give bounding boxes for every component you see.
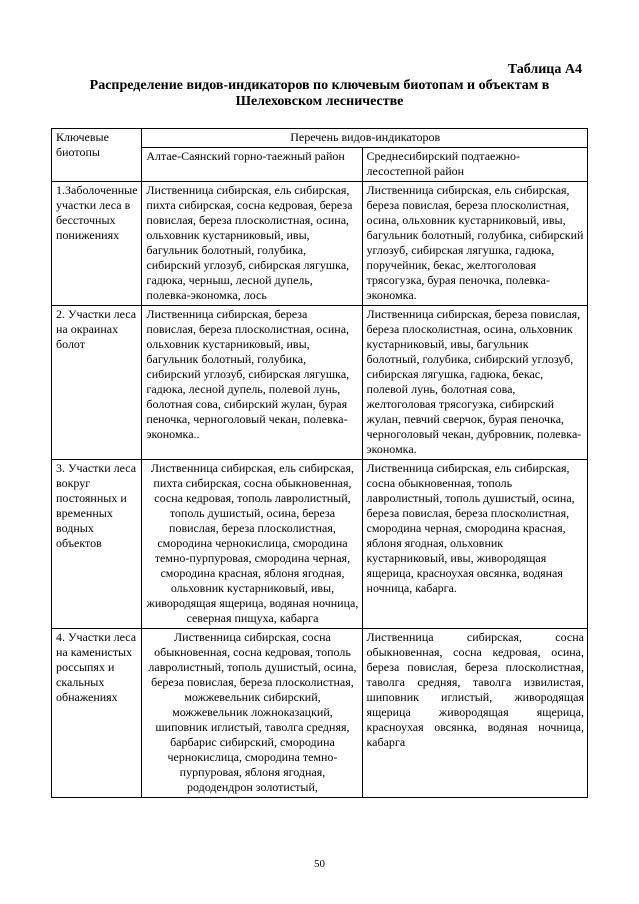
table-row (52, 182, 588, 306)
table-row (52, 306, 588, 460)
table-title (40, 78, 599, 110)
header-biotopes: Ключевые биотопы (52, 129, 142, 182)
middle-species-cell: Лиственница сибирская, ель сибирская, сосна обыкновенная, тополь лавролистный, тополь душистый, осина, береза повислая, береза плосколистная, смородина черная, смородина красная, яблоня ягодная, ольховник кустарниковый, ивы, живородящая ящерица, красноухая овсянка, водяная ночница, кабарга. (362, 460, 587, 629)
table-header-row (52, 129, 588, 148)
biotope-cell: 4. Участки леса на каменистых россыпях и скальных обнажениях (52, 629, 142, 798)
altai-species-cell: Лиственница сибирская, ель сибирская, пихта сибирская, сосна обыкновенная, сосна кедровая, тополь лавролистный, тополь душистый, осина, береза повислая, береза плосколистная, смородина чернокислица, смородина темно-пурпуровая, смородина черная, смородина красная, яблоня ягодная, ольховник кустарниковый, ивы, живородящая ящерица, водяная ночница, северная пищуха, кабарга (142, 460, 362, 629)
page-number: 50 (314, 858, 325, 870)
middle-species-cell: Лиственница сибирская, береза повислая, береза плосколистная, осина, ольховник кустарниковый, ивы, багульник болотный, голубика, сибирский углозуб, сибирская лягушка, гадюка, бекас, полевой лунь, болотная сова, желтоголовая трясогузка, сибирский жулан, певчий сверчок, бурая пеночка, черноголовый чекан, дубровник, полевка-экономка. (362, 306, 587, 460)
table-label: Таблица А4 (507, 62, 582, 77)
header-region-middle: Среднесибирский подтаежно-лесостепной район (362, 148, 587, 182)
table-title-line2: Шелеховском лесничестве (235, 94, 404, 109)
middle-species-cell: Лиственница сибирская, сосна обыкновенная, сосна кедровая, осина, береза повислая, береза плосколистная, таволга средняя, таволга извилистая, шиповник иглистый, живородящая ящерица живородящая ящерица, красноухая овсянка, водяная ночница, кабарга (362, 629, 587, 798)
table-row (52, 460, 588, 629)
species-table (51, 128, 588, 798)
table-row (52, 629, 588, 798)
biotope-cell: 1.Заболоченные участки леса в бессточных понижениях (52, 182, 142, 306)
altai-species-cell: Лиственница сибирская, сосна обыкновенная, сосна кедровая, тополь лавролистный, тополь душистый, осина, береза повислая, береза плосколистная, можжевельник сибирский, можжевельник ложноказацкий, шиповник иглистый, таволга средняя, барбарис сибирский, смородина чернокислица, смородина темно-пурпуровая, яблоня ягодная, рододендрон золотистый, (142, 629, 362, 798)
middle-species-cell: Лиственница сибирская, ель сибирская, береза повислая, береза плосколистная, осина, ольховник кустарниковый, ивы, багульник болотный, голубика, сибирский углозуб, сибирская лягушка, гадюка, поручейник, бекас, желтоголовая трясогузка, бурая пеночка, полевка-экономка. (362, 182, 587, 306)
biotope-cell: 3. Участки леса вокруг постоянных и временных водных объектов (52, 460, 142, 629)
altai-species-cell: Лиственница сибирская, ель сибирская, пихта сибирская, сосна кедровая, береза повислая, береза плосколистная, осина, ольховник кустарниковый, ивы, багульник болотный, голубика, сибирский углозуб, сибирская лягушка, гадюка, черныш, лесной дупель, полевка-экономка, лось (142, 182, 362, 306)
table-title-line1: Распределение видов-индикаторов по ключевым биотопам и объектам в (89, 78, 550, 93)
biotope-cell: 2. Участки леса на окраинах болот (52, 306, 142, 460)
altai-species-cell: Лиственница сибирская, береза повислая, береза плосколистная, осина, ольховник кустарниковый, ивы, багульник болотный, голубика, сибирский углозуб, сибирская лягушка, гадюка, лесной дупель, полевой лунь, болотная сова, сибирский жулан, бурая пеночка, черноголовый чекан, полевка-экономка.. (142, 306, 362, 460)
header-species-list: Перечень видов-индикаторов (142, 129, 588, 148)
header-region-altai: Алтае-Саянский горно-таежный район (142, 148, 362, 182)
